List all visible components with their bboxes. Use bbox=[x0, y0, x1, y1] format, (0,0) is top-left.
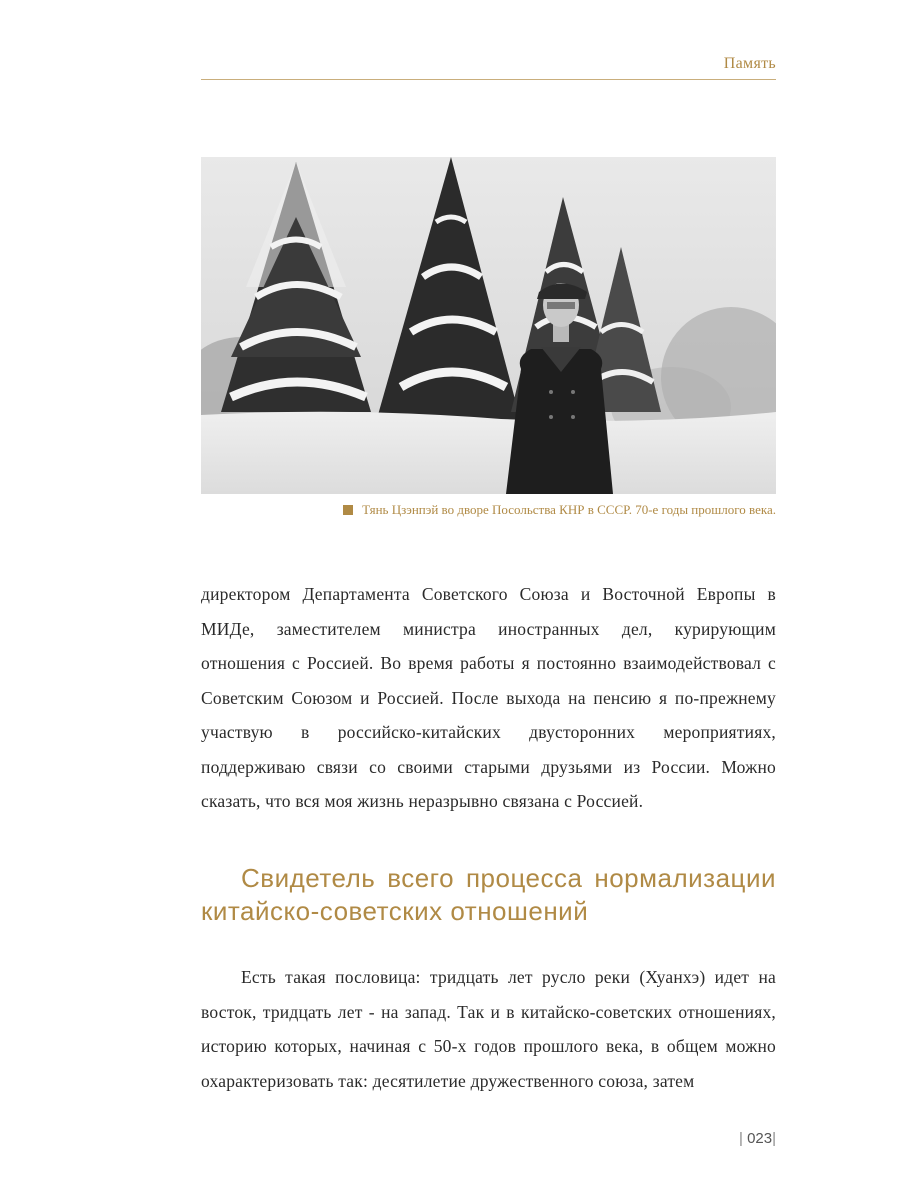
running-header: Память bbox=[723, 55, 776, 72]
photo-caption-text: Тянь Цзэнпэй во дворе Посольства КНР в СССР. 70-е годы прошлого века. bbox=[362, 502, 776, 517]
archival-photo bbox=[201, 157, 776, 494]
caption-square-icon bbox=[343, 505, 353, 515]
section-heading: Свидетель всего процесса нормализации китайско-советских отношений bbox=[201, 863, 776, 926]
photo-caption bbox=[343, 502, 776, 518]
header-divider bbox=[201, 79, 776, 80]
body-paragraph-1: директором Департамента Советского Союза и Восточной Европы в МИДе, заместителем министра иностранных дел, курирующим отношения с Россией. Во время работы я постоянно взаимодействовал с Советским Союзом и Россией. После выхода на пенсию я по-прежнему участвую в российско-китайских двусторонних мероприятиях, поддерживаю связи со своими старыми друзьями из России. Можно сказать, что вся моя жизнь неразрывно связана с Россией. bbox=[201, 584, 776, 811]
body-paragraph-2: Есть такая пословица: тридцать лет русло реки (Хуанхэ) идет на восток, тридцать лет - на запад. Так и в китайско-советских отношениях, историю которых, начиная с 50-х годов прошлого века, в общем можно охарактеризовать так: десятилетие дружественного союза, затем bbox=[201, 967, 776, 1091]
page-number-value: 023 bbox=[747, 1130, 773, 1147]
page-number: | 023| bbox=[738, 1130, 776, 1147]
